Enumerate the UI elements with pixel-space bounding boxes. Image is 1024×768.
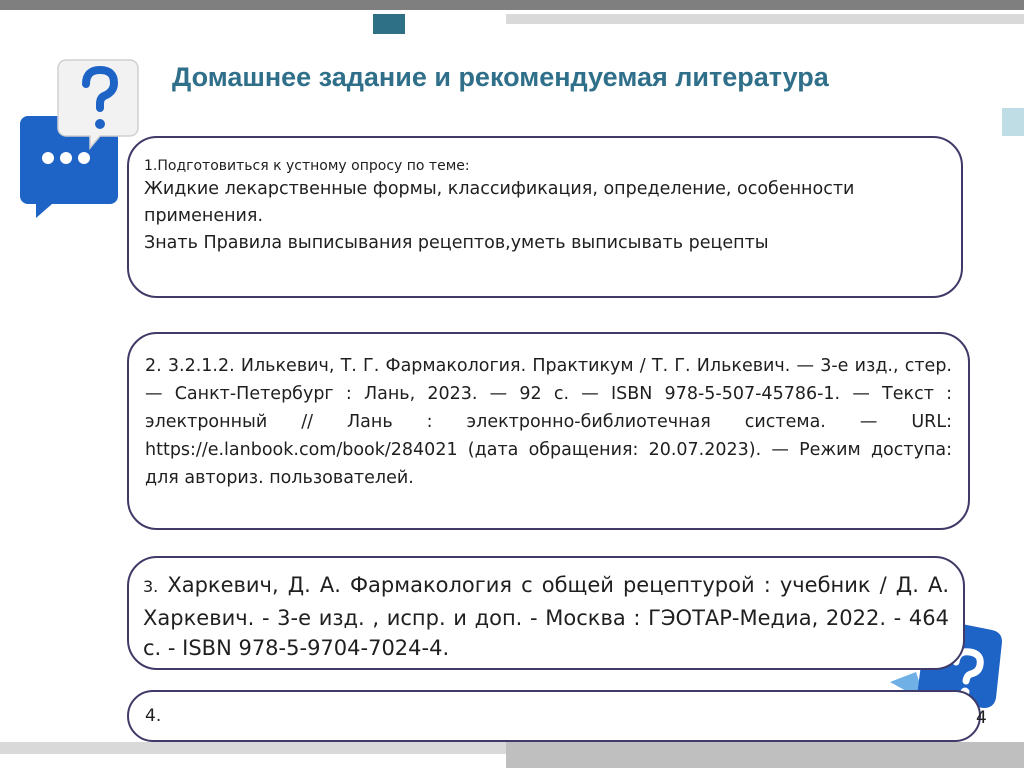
top-decor-bar-light	[506, 14, 1024, 24]
homework-topic: Жидкие лекарственные формы, классификация, определение, особенности применения.	[144, 179, 855, 226]
right-accent-square	[1002, 108, 1024, 136]
page-number: 4	[976, 708, 987, 728]
reference-number: 4.	[145, 706, 162, 726]
reference-number: 3.	[143, 577, 159, 596]
reference-card-3	[127, 556, 965, 670]
bottom-decor-bar-light	[0, 742, 506, 754]
homework-lead: 1.Подготовиться к устному опросу по теме:	[144, 158, 470, 174]
slide-title: Домашнее задание и рекомендуемая литература	[172, 62, 829, 92]
top-accent-square	[373, 14, 405, 34]
top-decor-bar	[0, 0, 1024, 10]
bottom-decor-bar	[506, 742, 1024, 768]
reference-text: Харкевич, Д. А. Фармакология с общей рецептурой : учебник / Д. А. Харкевич. - 3-е изд. , испр. и доп. - Москва : ГЭОТАР-Медиа, 2022. - 464 с. - ISBN 978-5-9704-7024-4.	[143, 573, 949, 660]
homework-task: Знать Правила выписывания рецептов,уметь выписывать рецепты	[144, 233, 769, 253]
speech-question-icon	[18, 54, 144, 220]
reference-card-2	[127, 332, 970, 530]
reference-card-4	[127, 690, 981, 742]
reference-text: 2. 3.2.1.2. Илькевич, Т. Г. Фармакология. Практикум / Т. Г. Илькевич. — 3-е изд., стер. — Санкт-Петербург : Лань, 2023. — 92 с. — ISBN 978-5-507-45786-1. — Текст : электронный // Лань : электронно-библиотечная система. — URL: https://e.lanbook.com/book/284021 (дата обращения: 20.07.2023). — Режим доступа: для авториз. пользователей.	[145, 356, 952, 488]
homework-card	[127, 136, 963, 298]
